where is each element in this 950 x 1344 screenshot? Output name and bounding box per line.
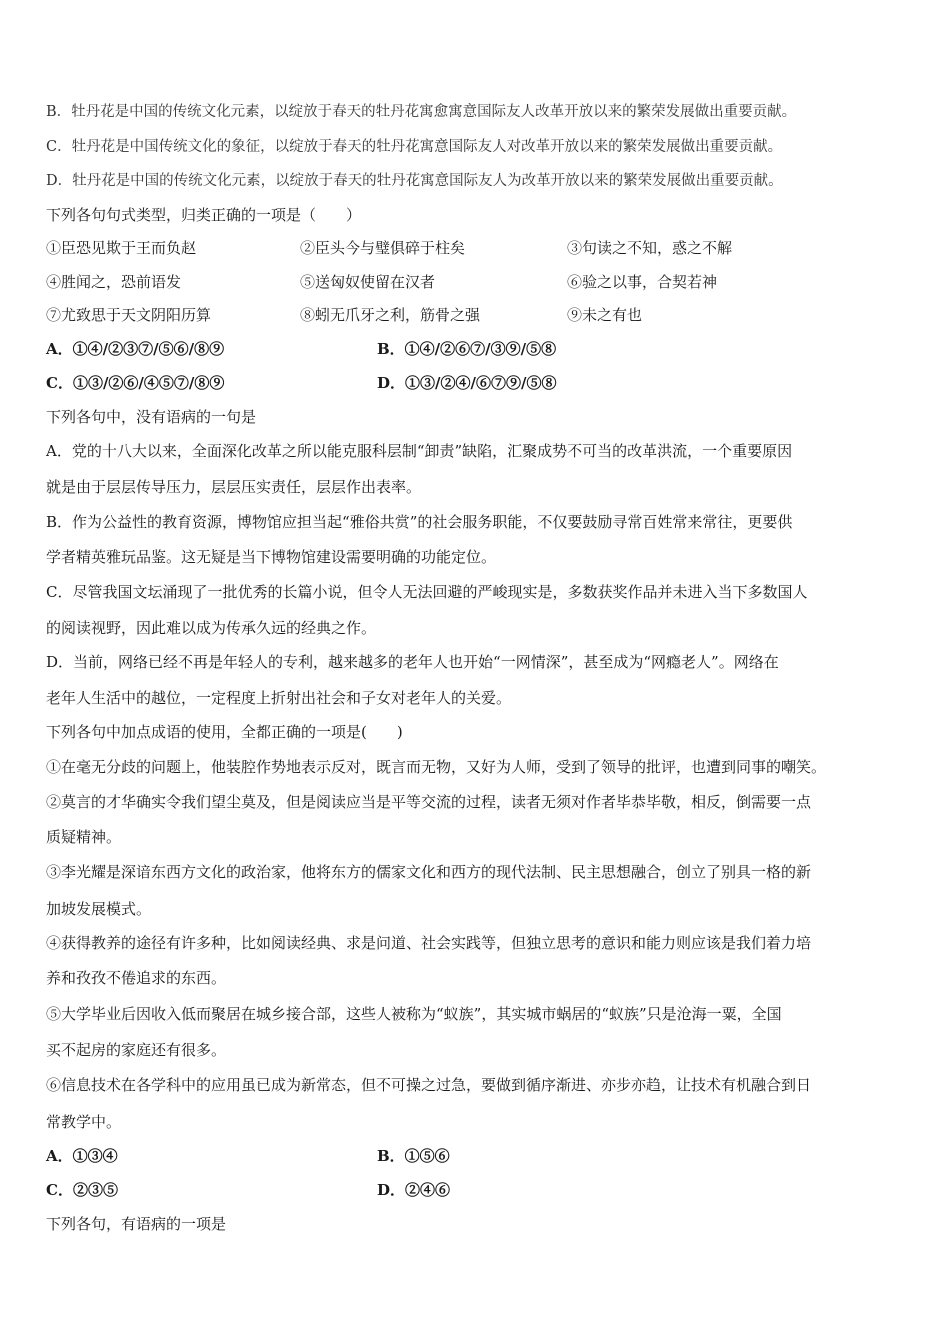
q2-line: C．尽管我国文坛涌现了一批优秀的长篇小说，但令人无法回避的严峻现实是，多数获奖作品并未进入当下多数国人	[46, 583, 808, 601]
q3-line: ①在毫无分歧的问题上，他装腔作势地表示反对，既言而无物，又好为人师，受到了领导的批评，也遭到同事的嘲笑。	[46, 758, 827, 776]
q3-line: ⑥信息技术在各学科中的应用虽已成为新常态，但不可操之过急，要做到循序渐进、亦步亦趋，让技术有机融合到日	[46, 1076, 812, 1094]
option-c-prev: C．牡丹花是中国传统文化的象征，以绽放于春天的牡丹花寓意国际友人对改革开放以来的繁荣发展做出重要贡献。	[46, 139, 783, 155]
q3-line: ②莫言的才华确实令我们望尘莫及，但是阅读应当是平等交流的过程，读者无须对作者毕恭毕敬，相反，倒需要一点	[46, 793, 812, 811]
q1-option-d: D．①③/②④/⑥⑦⑨/⑤⑧	[377, 374, 557, 392]
q3-line: ⑤大学毕业后因收入低而聚居在城乡接合部，这些人被称为“蚁族”，其实城市蜗居的“蚁族”只是沧海一粟，全国	[46, 1005, 782, 1023]
q2-line: 学者精英雅玩品鉴。这无疑是当下博物馆建设需要明确的功能定位。	[46, 548, 497, 566]
q2-line: 就是由于层层传导压力，层层压实责任，层层作出表率。	[46, 478, 422, 496]
q3-line: 加坡发展模式。	[46, 900, 152, 918]
q2-line: A．党的十八大以来，全面深化改革之所以能克服科层制“卸责”缺陷，汇聚成势不可当的改革洪流，一个重要原因	[46, 442, 793, 460]
q1-option-c: C．①③/②⑥/④⑤⑦/⑧⑨	[46, 374, 225, 392]
q1-item: ⑧蚓无爪牙之利，筋骨之强	[300, 306, 481, 324]
option-b-prev: B．牡丹花是中国的传统文化元素，以绽放于春天的牡丹花寓愈寓意国际友人改革开放以来的繁荣发展做出重要贡献。	[46, 104, 797, 120]
q1-item: ①臣恐见欺于王而负赵	[46, 239, 197, 257]
q2-line: 的阅读视野，因此难以成为传承久远的经典之作。	[46, 619, 377, 637]
q3-option-d: D．②④⑥	[377, 1181, 451, 1199]
q3-option-b: B．①⑤⑥	[377, 1147, 450, 1165]
q1-item: ⑤送匈奴使留在汉者	[300, 273, 436, 291]
q3-line: ④获得教养的途径有许多种，比如阅读经典、求是问道、社会实践等，但独立思考的意识和能力则应该是我们着力培	[46, 934, 812, 952]
q3-stem: 下列各句中加点成语的使用，全都正确的一项是( )	[46, 723, 403, 741]
q1-item: ⑥验之以事，合契若神	[567, 273, 718, 291]
q3-option-c: C．②③⑤	[46, 1181, 118, 1199]
q3-line: 质疑精神。	[46, 828, 122, 846]
q3-line: 常教学中。	[46, 1113, 122, 1131]
q1-stem: 下列各句句式类型，归类正确的一项是（ ）	[46, 206, 362, 224]
option-d-prev: D．牡丹花是中国的传统文化元素，以绽放于春天的牡丹花寓意国际友人为改革开放以来的繁荣发展做出重要贡献。	[46, 173, 783, 189]
q1-item: ④胜闻之，恐前语发	[46, 273, 182, 291]
q1-item: ③句读之不知，惑之不解	[567, 239, 733, 257]
q4-stem: 下列各句，有语病的一项是	[46, 1215, 227, 1233]
q1-item: ②臣头今与璧俱碎于柱矣	[300, 239, 466, 257]
q1-item: ⑨未之有也	[567, 306, 643, 324]
q2-line: 老年人生活中的越位，一定程度上折射出社会和子女对老年人的关爱。	[46, 689, 512, 707]
q1-option-b: B．①④/②⑥⑦/③⑨/⑤⑧	[377, 340, 557, 358]
q3-line: ③李光耀是深谙东西方文化的政治家，他将东方的儒家文化和西方的现代法制、民主思想融合，创立了别具一格的新	[46, 863, 812, 881]
q2-line: B．作为公益性的教育资源，博物馆应担当起“雅俗共赏”的社会服务职能，不仅要鼓励寻常百姓常来常往，更要供	[46, 513, 793, 531]
q2-stem: 下列各句中，没有语病的一句是	[46, 408, 257, 426]
q3-line: 养和孜孜不倦追求的东西。	[46, 969, 227, 987]
q1-item: ⑦尤致思于天文阴阳历算	[46, 306, 212, 324]
q3-option-a: A．①③④	[46, 1147, 118, 1165]
q2-line: D．当前，网络已经不再是年轻人的专利，越来越多的老年人也开始“一网情深”，甚至成为“网瘾老人”。网络在	[46, 653, 779, 671]
q1-option-a: A．①④/②③⑦/⑤⑥/⑧⑨	[46, 340, 225, 358]
q3-line: 买不起房的家庭还有很多。	[46, 1041, 227, 1059]
